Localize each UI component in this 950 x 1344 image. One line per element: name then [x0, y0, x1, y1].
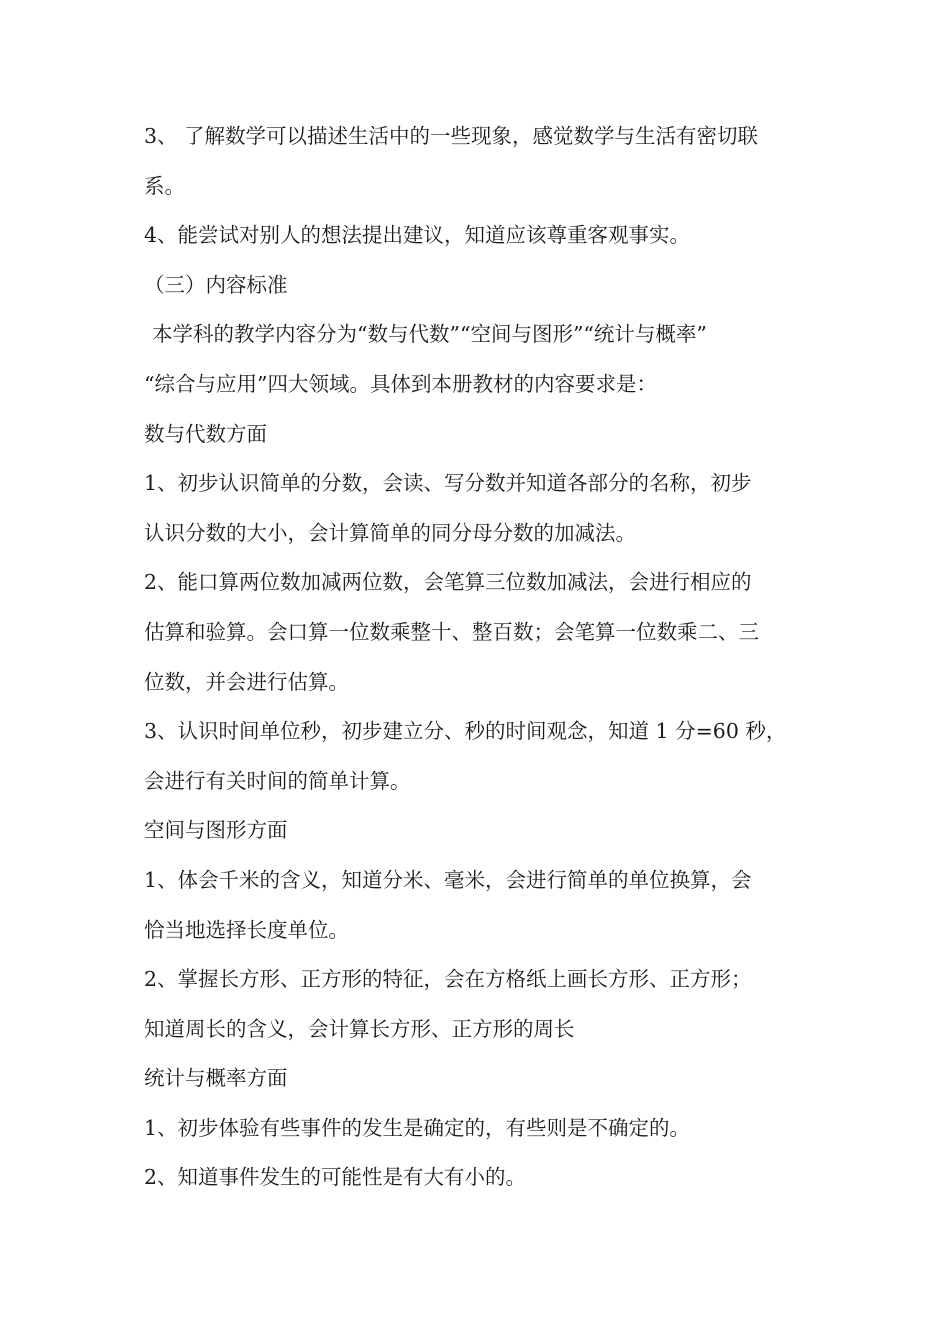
document-body [144, 112, 812, 1203]
text-line-22: 2、知道事件发生的可能性是有大有小的。 [144, 1165, 527, 1190]
text-line-10: 2、能口算两位数加减两位数，会笔算三位数加减法，会进行相应的 [144, 570, 752, 595]
text-line-11: 估算和验算。会口算一位数乘整十、整百数；会笔算一位数乘二、三 [144, 619, 759, 644]
text-line-13: 3、认识时间单位秒，初步建立分、秒的时间观念，知道 1 分=60 秒， [144, 719, 787, 744]
text-line-19: 知道周长的含义，会计算长方形、正方形的周长 [144, 1016, 575, 1041]
subheading-number-algebra: 数与代数方面 [144, 421, 267, 446]
text-line-12: 位数，并会进行估算。 [144, 669, 349, 694]
text-line-16: 1、体会千米的含义，知道分米、毫米，会进行简单的单位换算，会 [144, 867, 752, 892]
section-heading-content-standard: （三）内容标准 [144, 272, 288, 297]
text-line-5: 本学科的教学内容分为“数与代数”“空间与图形”“统计与概率” [152, 322, 707, 347]
text-line-6: “综合与应用”四大领域。具体到本册教材的内容要求是： [144, 371, 657, 396]
text-line-3: 4、能尝试对别人的想法提出建议，知道应该尊重客观事实。 [144, 223, 691, 248]
text-line-9: 认识分数的大小，会计算简单的同分母分数的加减法。 [144, 520, 636, 545]
subheading-space-geometry: 空间与图形方面 [144, 818, 288, 843]
text-line-18: 2、掌握长方形、正方形的特征，会在方格纸上画长方形、正方形； [144, 967, 752, 992]
text-line-2: 系。 [144, 173, 185, 198]
text-line-8: 1、初步认识简单的分数，会读、写分数并知道各部分的名称，初步 [144, 471, 752, 496]
text-line-1: 3、 了解数学可以描述生活中的一些现象，感觉数学与生活有密切联 [144, 124, 759, 148]
text-line-14: 会进行有关时间的简单计算。 [144, 768, 411, 793]
subheading-statistics-probability: 统计与概率方面 [144, 1066, 288, 1091]
text-line-17: 恰当地选择长度单位。 [144, 917, 349, 942]
text-line-21: 1、初步体验有些事件的发生是确定的，有些则是不确定的。 [144, 1115, 691, 1140]
